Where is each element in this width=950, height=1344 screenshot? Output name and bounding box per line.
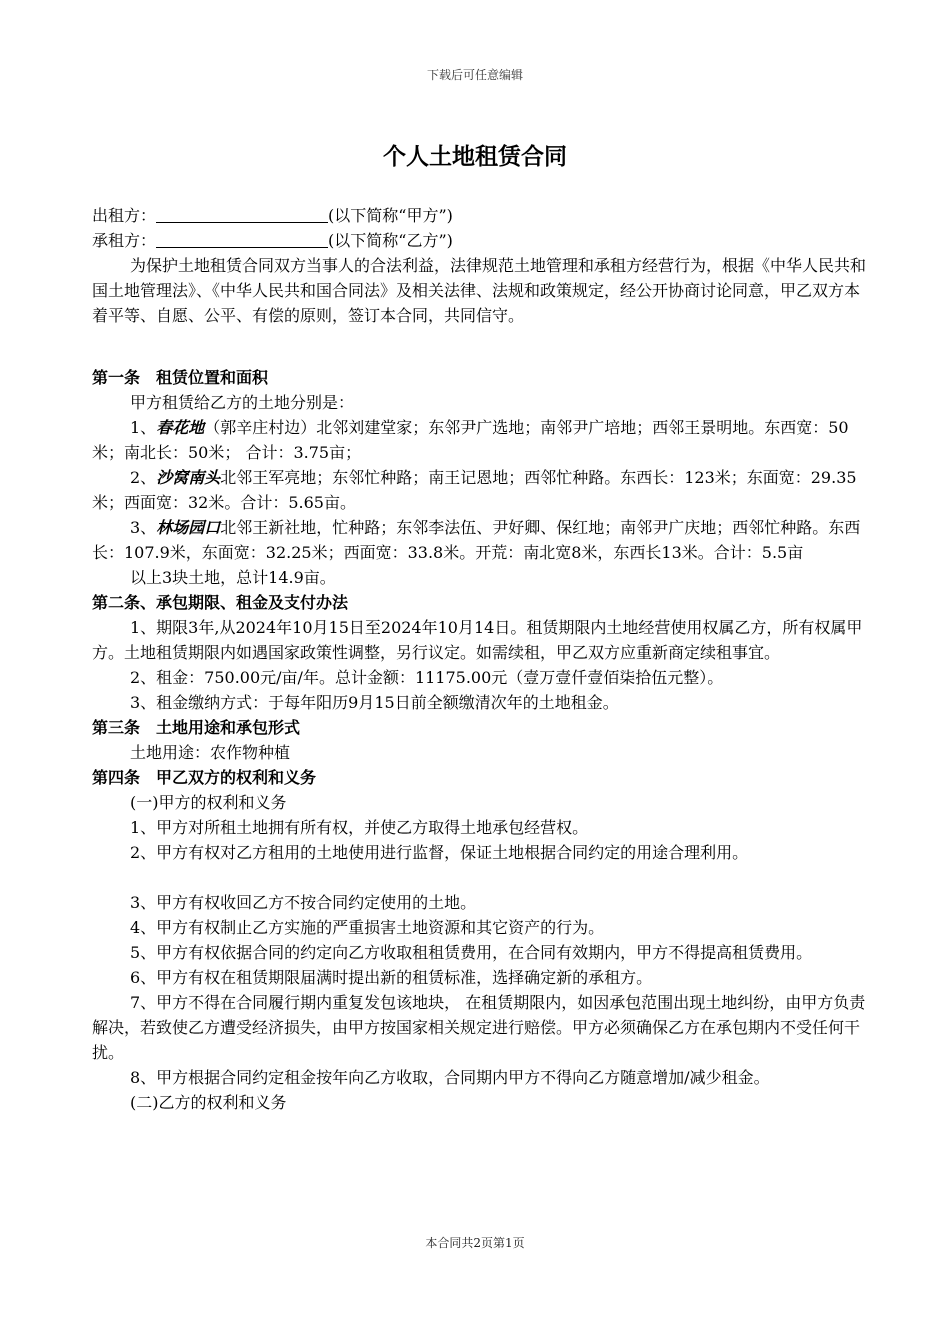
plot-name: 林场园口	[156, 518, 221, 537]
article4-item: 4、甲方有权制止乙方实施的严重损害土地资源和其它资产的行为。	[130, 918, 605, 937]
article1-num: 第一条	[92, 368, 141, 387]
lessee-line	[92, 228, 872, 253]
article2-heading: 第二条、承包期限、租金及支付办法	[92, 593, 349, 612]
article4-item: 1、甲方对所租土地拥有所有权，并使乙方取得土地承包经营权。	[130, 818, 589, 837]
article4-item: 3、甲方有权收回乙方不按合同约定使用的土地。	[130, 893, 477, 912]
article4-item: 8、甲方根据合同约定租金按年向乙方收取，合同期内甲方不得向乙方随意增加/减少租金。	[130, 1068, 770, 1087]
article2-item: 3、租金缴纳方式：于每年阳历9月15日前全额缴清次年的土地租金。	[130, 693, 619, 712]
article2-item: 1、期限3年,从2024年10月15日至2024年10月14日。租赁期限内土地经营使用权属乙方，所有权属甲方。土地租赁期限内如遇国家政策性调整，另行议定。如需续租，甲乙双方应重新商定续租事宜。	[92, 618, 863, 662]
article4-item: 6、甲方有权在租赁期限届满时提出新的租赁标准，选择确定新的承租方。	[130, 968, 653, 987]
article3-num: 第三条	[92, 718, 141, 737]
article4-num: 第四条	[92, 768, 141, 787]
article4-item: 5、甲方有权依据合同的约定向乙方收取租租赁费用，在合同有效期内，甲方不得提高租赁费用。	[130, 943, 813, 962]
page-header: 下载后可任意编辑	[426, 68, 523, 82]
lessee-suffix: (以下简称“乙方”)	[328, 231, 453, 250]
article4-item: 7、甲方不得在合同履行期内重复发包该地块， 在租赁期限内，如因承包范围出现土地纠纷，由甲方负责解决，若致使乙方遭受经济损失，由甲方按国家相关规定进行赔偿。甲方必须确保乙方在承包期内不受任何干扰。	[92, 993, 866, 1062]
lessor-blank	[156, 205, 328, 223]
article3-text: 土地用途：农作物种植	[130, 743, 291, 762]
article4-subheading: (二)乙方的权利和义务	[130, 1093, 287, 1112]
lessor-label: 出租方：	[92, 206, 157, 225]
article3-title: 土地用途和承包形式	[156, 718, 301, 737]
lessor-suffix: (以下简称“甲方”)	[328, 206, 453, 225]
plot-name: 春花地	[156, 418, 205, 437]
article4-subheading: (一)甲方的权利和义务	[130, 793, 287, 812]
article4-item: 2、甲方有权对乙方租用的土地使用进行监督，保证土地根据合同约定的用途合理利用。	[130, 843, 749, 862]
plot-item: 3、林场园口北邻王新社地，忙种路；东邻李法伍、尹好卿、保红地；南邻尹广庆地；西邻忙种路。东西长：107.9米，东面宽：32.25米；西面宽：33.8米。开荒：南北宽8米，东西长13米。合计：5.5亩	[92, 518, 861, 562]
article1-title: 租赁位置和面积	[156, 368, 269, 387]
page-footer: 本合同共2页第1页	[425, 1236, 525, 1250]
plot-item: 2、沙窝南头北邻王军亮地；东邻忙种路；南王记恩地；西邻忙种路。东西长：123米；东面宽：29.35米；西面宽：32米。合计：5.65亩。	[92, 468, 857, 512]
article3-heading	[92, 715, 872, 740]
contract-body	[92, 203, 872, 1115]
article4-title: 甲乙双方的权利和义务	[156, 768, 317, 787]
article2-item: 2、租金：750.00元/亩/年。总计金额：11175.00元（壹万壹仟壹佰柒拾伍元整）。	[130, 668, 724, 687]
article4-heading	[92, 765, 872, 790]
lessee-blank	[156, 230, 328, 248]
lessee-label: 承租方：	[92, 231, 157, 250]
article1-intro: 甲方租赁给乙方的土地分别是：	[130, 393, 355, 412]
plot-item: 1、春花地（郭辛庄村边）北邻刘建堂家；东邻尹广选地；南邻尹广培地；西邻王景明地。东西宽：50米；南北长：50米； 合计：3.75亩；	[92, 418, 849, 462]
document-title: 个人土地租赁合同	[383, 144, 567, 170]
article1-heading	[92, 365, 872, 390]
preamble: 为保护土地租赁合同双方当事人的合法利益，法律规范土地管理和承租方经营行为，根据《中华人民共和国土地管理法》、《中华人民共和国合同法》及相关法律、法规和政策规定，经公开协商讨论同意，甲乙双方本着平等、自愿、公平、有偿的原则，签订本合同，共同信守。	[92, 256, 867, 325]
article1-summary: 以上3块土地，总计14.9亩。	[130, 568, 336, 587]
plot-name: 沙窝南头	[156, 468, 221, 487]
lessor-line	[92, 203, 872, 228]
